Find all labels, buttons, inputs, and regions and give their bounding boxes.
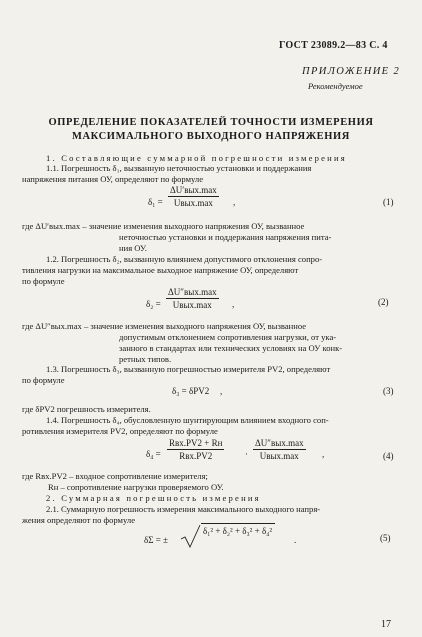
eq4-dot: · bbox=[245, 449, 248, 459]
where-1-line-3: ния ОУ. bbox=[119, 243, 147, 253]
para-1-2-line-3: по формуле bbox=[22, 276, 65, 286]
where-3: где δPV2 погрешность измерителя. bbox=[22, 404, 151, 414]
where-2-line-2: допустимым отклонением сопротивления нагрузки, от ука- bbox=[119, 332, 337, 342]
eq5-period: . bbox=[294, 535, 297, 545]
eq2-denominator: Uвых.max bbox=[172, 300, 212, 310]
eq1-fraction bbox=[168, 185, 219, 208]
para-1-1-line-1: 1.1. Погрешность δ₁, вызванную неточностью установки и поддержания bbox=[46, 163, 312, 173]
radical-sign-icon bbox=[180, 524, 202, 548]
eq3-comma: , bbox=[220, 386, 223, 396]
eq4-denominator-1: Rвх.PV2 bbox=[179, 451, 213, 461]
recommended-label: Рекомендуемое bbox=[308, 81, 363, 91]
eq1-lhs: δ₁ = bbox=[148, 197, 163, 207]
title-line-2: МАКСИМАЛЬНОГО ВЫХОДНОГО НАПРЯЖЕНИЯ bbox=[71, 131, 350, 142]
eq3-formula: δ₃ = δPV2 bbox=[172, 386, 210, 396]
where-2-line-4: ретных типов. bbox=[119, 354, 172, 364]
page-number: 17 bbox=[381, 619, 391, 630]
eq4-numerator-1: Rвх.PV2 + Rн bbox=[169, 438, 223, 448]
eq5-lhs: δΣ = ± bbox=[144, 535, 168, 545]
eq2-number: (2) bbox=[378, 297, 389, 307]
where-1-line-1: где ΔU′вых.max – значение изменения выходного напряжения ОУ, вызванное bbox=[22, 221, 305, 231]
eq1-number: (1) bbox=[383, 197, 394, 207]
eq2-comma: , bbox=[232, 299, 235, 309]
where-2-line-1: где ΔU″вых.max – значение изменения выходного напряжения ОУ, вызванное bbox=[22, 321, 307, 331]
where-2-line-3: занного в стандартах или технических условиях на ОУ конк- bbox=[119, 343, 343, 353]
para-2-1-line-2: жения определяют по формуле bbox=[22, 515, 136, 525]
eq1-comma: , bbox=[233, 197, 236, 207]
para-1-2-line-2: тивления нагрузки на максимальное выходное напряжение ОУ, определяют bbox=[22, 265, 299, 275]
where-1-line-2: неточностью установки и поддержания напряжения пита- bbox=[119, 232, 332, 242]
eq5-number: (5) bbox=[380, 533, 391, 543]
eq4-number: (4) bbox=[383, 451, 394, 461]
para-1-1-line-2: напряжения питания ОУ, определяют по формуле bbox=[22, 174, 204, 184]
section-2-heading: 2. Суммарная погрешность измерения bbox=[46, 493, 261, 503]
para-1-2-line-1: 1.2. Погрешность δ₂, вызванную влиянием допустимого отклонения сопро- bbox=[46, 254, 323, 264]
para-1-4-line-1: 1.4. Погрешность δ₄, обусловленную шунтирующим влиянием входного соп- bbox=[46, 415, 329, 425]
where-4-line-1: где Rвх.PV2 – входное сопротивление измерителя; bbox=[22, 471, 208, 481]
eq4-lhs: δ₄ = bbox=[146, 449, 161, 459]
gost-header: ГОСТ 23089.2—83 С. 4 bbox=[279, 40, 388, 51]
para-1-4-line-2: ротивления измерителя PV2, определяют по формуле bbox=[22, 426, 218, 436]
eq1-numerator: ΔU′вых.max bbox=[170, 185, 217, 195]
eq2-numerator: ΔU″вых.max bbox=[168, 287, 217, 297]
section-1-heading: 1. Составляющие суммарной погрешности измерения bbox=[46, 153, 347, 163]
appendix-label: ПРИЛОЖЕНИЕ 2 bbox=[302, 66, 401, 77]
where-4-line-2: Rн – сопротивление нагрузки проверяемого ОУ. bbox=[48, 482, 224, 492]
eq4-fraction-2 bbox=[253, 438, 306, 461]
eq4-denominator-2: Uвых.max bbox=[259, 451, 299, 461]
para-1-3-line-2: по формуле bbox=[22, 375, 65, 385]
eq2-lhs: δ₂ = bbox=[146, 299, 161, 309]
eq5-radicand: δ₁² + δ₂² + δ₃² + δ₄² bbox=[201, 523, 275, 536]
eq1-denominator: Uвых.max bbox=[173, 198, 213, 208]
eq3-number: (3) bbox=[383, 386, 394, 396]
eq4-comma: , bbox=[322, 449, 325, 459]
para-2-1-line-1: 2.1. Суммарную погрешность измерения максимального выходного напря- bbox=[46, 504, 321, 514]
eq4-fraction-1 bbox=[167, 438, 224, 461]
title-line-1: ОПРЕДЕЛЕНИЕ ПОКАЗАТЕЛЕЙ ТОЧНОСТИ ИЗМЕРЕНИЯ bbox=[48, 117, 374, 128]
eq2-fraction bbox=[166, 287, 219, 310]
eq4-numerator-2: ΔU″вых.max bbox=[255, 438, 304, 448]
para-1-3-line-1: 1.3. Погрешность δ₃, вызванную погрешностью измерителя PV2, определяют bbox=[46, 364, 331, 374]
